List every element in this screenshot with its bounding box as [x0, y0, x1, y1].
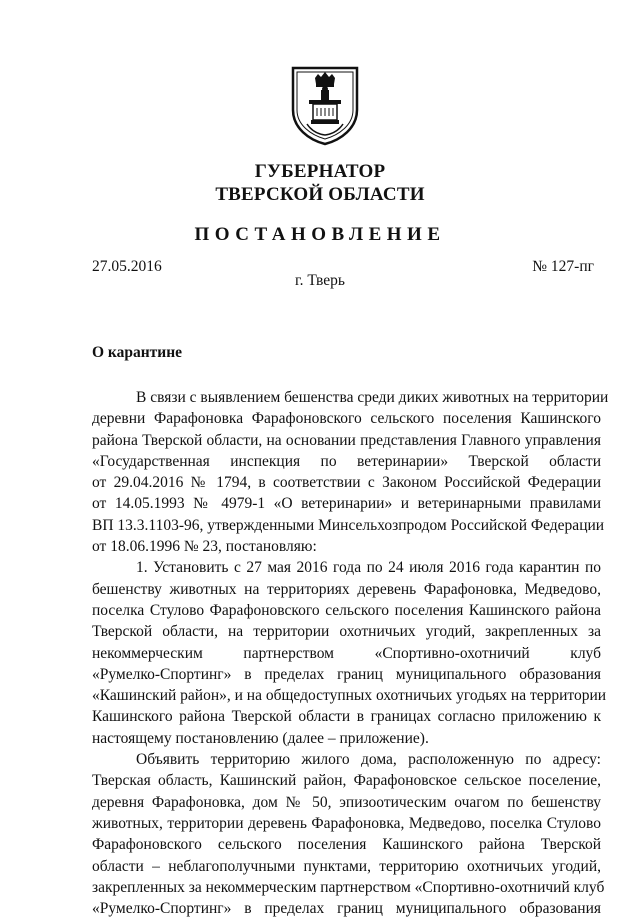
body-line: деревня Фарафоновка, дом № 50, эпизоотическим очагом по бешенству [92, 793, 601, 811]
body-line: поселка Стулово Фарафоновского сельского поселения Кашинского района [92, 601, 601, 619]
body-line: закрепленных за некоммерческим партнерством «Спортивно-охотничий клуб [92, 878, 605, 896]
document-city: г. Тверь [295, 272, 345, 289]
body-line: Кашинского района Тверской области в границах согласно приложению к [92, 708, 601, 726]
body-line: от 14.05.1993 № 4979-1 «О ветеринарии» и ветеринарными правилами [92, 495, 601, 513]
coat-of-arms [289, 64, 361, 146]
body-line: Тверской области, на территории охотничьих угодий, закрепленных за [92, 623, 601, 641]
body-line: некоммерческим партнерством «Спортивно-охотничий клуб [92, 644, 601, 662]
body-line: «Румелко-Спортинг» в пределах границ муниципального образования [92, 900, 601, 918]
body-line: «Государственная инспекция по ветеринарии» Тверской области [92, 452, 601, 470]
body-line: от 29.04.2016 № 1794, в соответствии с Законом Российской Федерации [92, 474, 601, 492]
body-line: ВП 13.3.1103-96, утвержденными Минсельхозпродом Российской Федерации [92, 516, 605, 534]
body-line: Тверская область, Кашинский район, Фарафоновское сельское поселение, [92, 772, 601, 790]
body-line: области – неблагополучными пунктами, территорию охотничьих угодий, [92, 857, 601, 875]
body-line: от 18.06.1996 № 23, постановляю: [92, 538, 317, 556]
body-line: животных, территории деревень Фарафоновка, Медведово, поселка Стулово [92, 814, 601, 832]
document-number: № 127-пг [532, 258, 594, 275]
body-line: бешенству животных на территориях деревень Фарафоновка, Медведово, [92, 580, 601, 598]
body-line: Фарафоновского сельского поселения Кашинского района Тверской [92, 836, 601, 854]
issuer-title: ГУБЕРНАТОР [254, 161, 386, 182]
body-line: настоящему постановлению (далее – приложение). [92, 729, 429, 747]
document-subject: О карантине [92, 344, 183, 361]
body-line: Объявить территорию жилого дома, расположенную по адресу: [136, 751, 601, 769]
body-line: деревни Фарафоновка Фарафоновского сельского поселения Кашинского [92, 410, 601, 428]
body-line: «Кашинский район», и на общедоступных охотничьих угодьях на территории [92, 687, 607, 705]
body-line: района Тверской области, на основании представления Главного управления [92, 431, 601, 449]
body-line: «Румелко-Спортинг» в пределах границ муниципального образования [92, 665, 601, 683]
coat-of-arms-icon [289, 64, 361, 146]
document-date: 27.05.2016 [92, 258, 162, 275]
issuer-region: ТВЕРСКОЙ ОБЛАСТИ [215, 184, 425, 205]
body-line: В связи с выявлением бешенства среди диких животных на территории [136, 389, 609, 406]
body-line: 1. Установить с 27 мая 2016 года по 24 июля 2016 года карантин по [136, 559, 601, 577]
document-body [92, 387, 609, 919]
document-type: ПОСТАНОВЛЕНИЕ [194, 224, 446, 245]
